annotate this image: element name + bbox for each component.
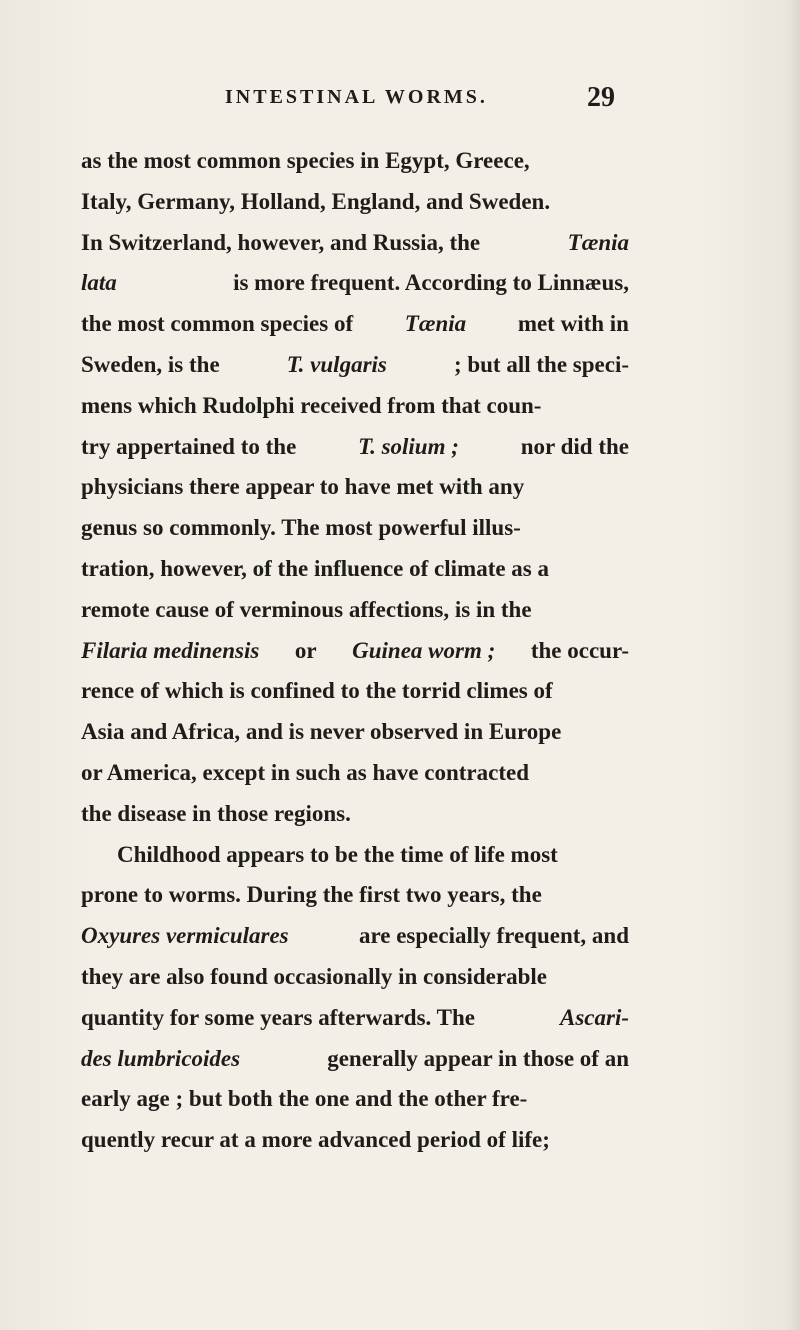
- text-segment: prone to worms. During the first two years, the: [81, 882, 542, 908]
- text-segment: Italy, Germany, Holland, England, and Sweden.: [81, 188, 551, 214]
- text-segment: the most common species of: [81, 311, 354, 337]
- text-segment: tration, however, of the influence of climate as a: [81, 555, 550, 581]
- running-title: INTESTINAL WORMS.: [225, 86, 488, 108]
- italic-term: T. solium ;: [358, 433, 459, 459]
- text-line: [81, 671, 629, 712]
- text-line: [81, 386, 629, 427]
- text-segment: the occur-: [530, 637, 629, 663]
- text-segment: quently recur at a more advanced period of life;: [81, 1127, 550, 1153]
- italic-term: des lumbricoides: [81, 1045, 241, 1071]
- text-line: [81, 345, 629, 386]
- text-segment: Childhood appears to be the time of life most: [117, 841, 558, 867]
- italic-term: Guinea worm ;: [352, 637, 496, 663]
- text-line: [81, 631, 629, 672]
- italic-term: T. vulgaris: [286, 351, 387, 377]
- text-segment: generally appear in those of an: [327, 1045, 629, 1071]
- text-segment: quantity for some years afterwards. The: [81, 1004, 475, 1030]
- text-line: [81, 263, 629, 304]
- italic-term: lata: [81, 270, 117, 296]
- text-line: [81, 712, 629, 753]
- italic-term: Tænia: [404, 311, 467, 337]
- text-segment: In Switzerland, however, and Russia, the: [81, 229, 481, 255]
- text-line: [81, 998, 629, 1039]
- text-segment: early age ; but both the one and the other fre-: [81, 1086, 528, 1112]
- text-line: [81, 427, 629, 468]
- text-line: [81, 957, 629, 998]
- text-line: [81, 875, 629, 916]
- text-line: [81, 916, 629, 957]
- text-segment: is more frequent. According to Linnæus,: [233, 270, 629, 296]
- text-line: [81, 467, 629, 508]
- italic-term: Tænia: [567, 229, 629, 255]
- text-line: [81, 508, 629, 549]
- text-segment: physicians there appear to have met with any: [81, 474, 525, 500]
- text-line: [81, 223, 629, 264]
- text-segment: Asia and Africa, and is never observed in Europe: [81, 719, 562, 745]
- text-segment: mens which Rudolphi received from that coun-: [81, 392, 542, 418]
- text-line: [81, 549, 629, 590]
- text-line: [81, 1079, 629, 1120]
- text-segment: or America, except in such as have contracted: [81, 759, 529, 785]
- italic-term: Oxyures vermiculares: [81, 923, 289, 949]
- text-segment: nor did the: [520, 433, 629, 459]
- text-segment: rence of which is confined to the torrid climes of: [81, 678, 553, 704]
- text-segment: ; but all the speci-: [453, 351, 629, 377]
- text-line: [81, 590, 629, 631]
- text-segment: met with in: [517, 311, 629, 337]
- text-segment: try appertained to the: [81, 433, 297, 459]
- text-segment: the disease in those regions.: [81, 800, 351, 826]
- page-edge-shadow: [786, 0, 800, 1330]
- text-line: [81, 753, 629, 794]
- text-segment: are especially frequent, and: [358, 923, 629, 949]
- text-segment: as the most common species in Egypt, Greece,: [81, 148, 530, 173]
- text-segment: genus so commonly. The most powerful illus-: [81, 515, 521, 541]
- text-line: [81, 141, 629, 182]
- text-line: [81, 182, 629, 223]
- text-line: [81, 1120, 629, 1161]
- italic-term: Filaria medinensis: [81, 637, 260, 663]
- italic-term: Ascari-: [560, 1004, 629, 1030]
- text-segment: or: [294, 637, 317, 663]
- text-segment: remote cause of verminous affections, is in the: [81, 596, 532, 622]
- text-segment: Sweden, is the: [81, 351, 220, 377]
- body-text: [81, 141, 629, 1161]
- running-head: [0, 82, 800, 116]
- text-line: [81, 794, 629, 835]
- page-number: 29: [587, 82, 615, 113]
- text-segment: they are also found occasionally in considerable: [81, 963, 547, 989]
- text-line: [81, 1039, 629, 1080]
- text-line: [81, 304, 629, 345]
- text-line: [81, 835, 629, 876]
